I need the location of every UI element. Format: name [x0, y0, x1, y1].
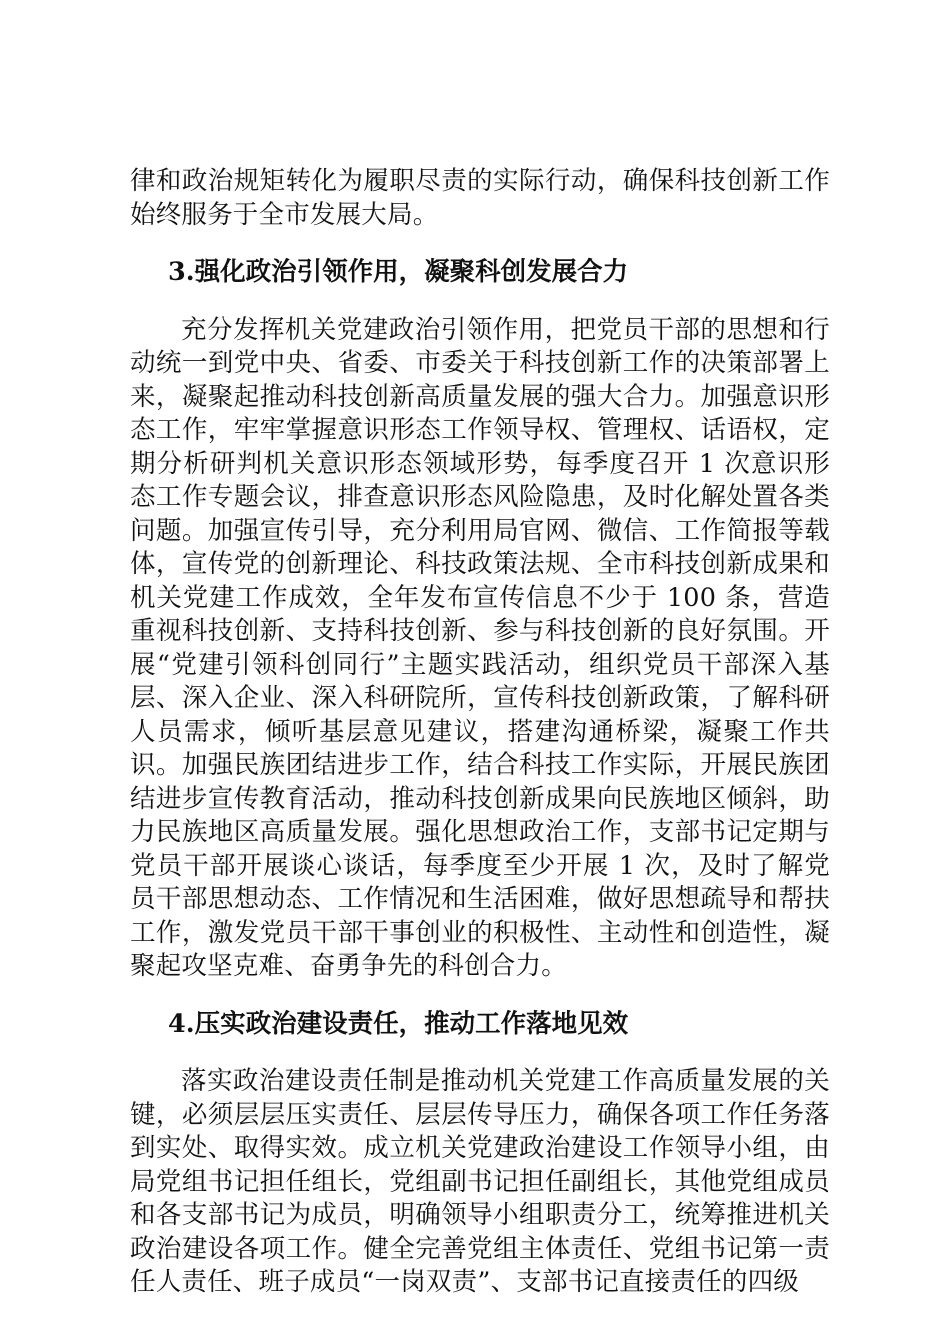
body-paragraph: 充分发挥机关党建政治引领作用，把党员干部的思想和行动统一到党中央、省委、市委关于科技创新工作的决策部署上来，凝聚起推动科技创新高质量发展的强大合力。加强意识形态工作，牢牢掌握意识形态工作领导权、管理权、话语权，定期分析研判机关意识形态领域形势，每季度召开 1 次意识形态工作专题会议，排查意识形态风险隐患，及时化解处置各类问题。加强宣传引导，充分利用局官网、微信、工作简报等载体，宣传党的创新理论、科技政策法规、全市科技创新成果和机关党建工作成效，全年发布宣传信息不少于 100 条，营造重视科技创新、支持科技创新、参与科技创新的良好氛围。开展“党建引领科创同行”主题实践活动，组织党员干部深入基层、深入企业、深入科研院所，宣传科技创新政策，了解科研人员需求，倾听基层意见建议，搭建沟通桥梁，凝聚工作共识。加强民族团结进步工作，结合科技工作实际，开展民族团结进步宣传教育活动，推动科技创新成果向民族地区倾斜，助力民族地区高质量发展。强化思想政治工作，支部书记定期与党员干部开展谈心谈话，每季度至少开展 1 次，及时了解党员干部思想动态、工作情况和生活困难，做好思想疏导和帮扶工作，激发党员干部干事创业的积极性、主动性和创造性，凝聚起攻坚克难、奋勇争先的科创合力。 — [130, 314, 830, 981]
body-paragraph: 律和政治规矩转化为履职尽责的实际行动，确保科技创新工作始终服务于全市发展大局。 — [130, 166, 830, 230]
section-heading: 4.压实政治建设责任，推动工作落地见效 — [168, 1008, 629, 1039]
document-page — [130, 165, 830, 1300]
section-heading: 3.强化政治引领作用，凝聚科创发展合力 — [168, 257, 629, 287]
body-paragraph: 落实政治建设责任制是推动机关党建工作高质量发展的关键，必须层层压实责任、层层传导压力，确保各项工作任务落到实处、取得实效。成立机关党建政治建设工作领导小组，由局党组书记担任组长，党组副书记担任副组长，其他党组成员和各支部书记为成员，明确领导小组职责分工，统筹推进机关政治建设各项工作。健全完善党组主体责任、党组书记第一责任人责任、班子成员“一岗双责”、支部书记直接责任的四级 — [130, 1066, 830, 1297]
